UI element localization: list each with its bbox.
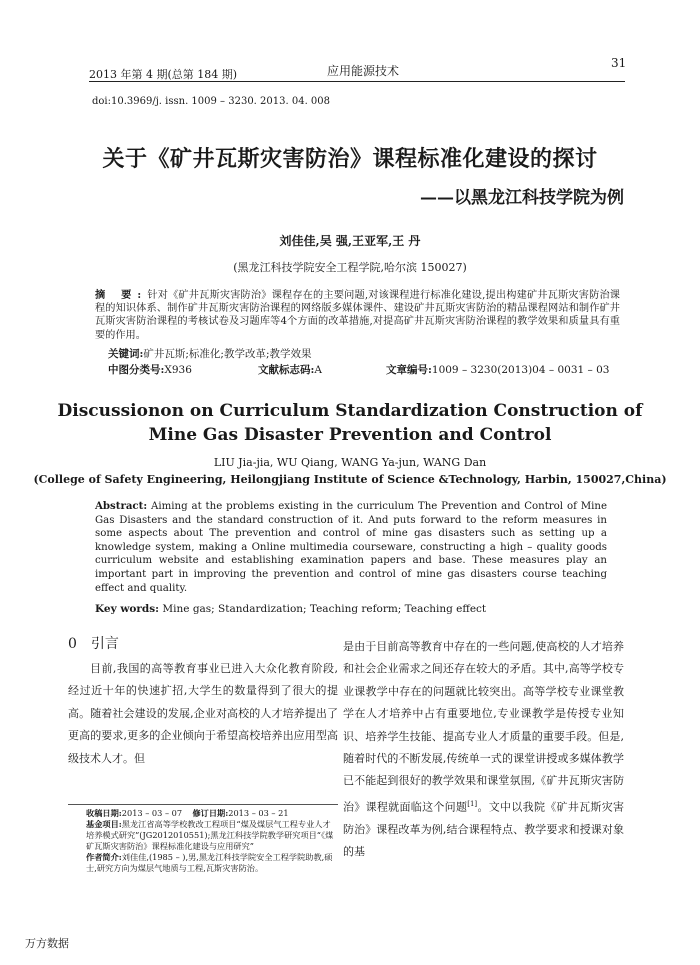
authors-cn: 刘佳佳,吴 强,王亚军,王 丹: [279, 234, 421, 248]
keywords-en: [95, 603, 486, 615]
keywords-cn-text: 矿井瓦斯;标准化;教学改革;教学效果: [143, 348, 312, 360]
doc-code-value: A: [314, 364, 322, 376]
revised-date: 2013 – 03 – 21: [228, 808, 289, 818]
article-no-label: 文章编号:: [386, 364, 432, 376]
journal-issue: 2013 年第 4 期(总第 184 期): [89, 68, 238, 81]
title-en-line2: Mine Gas Disaster Prevention and Control: [148, 425, 552, 445]
footnote: [86, 808, 336, 874]
fund-label: 基金项目:: [86, 819, 122, 829]
abstract-cn: [95, 289, 620, 342]
left-paragraph: 目前,我国的高等教育事业已进入大众化教育阶段,经过近十年的快速扩招,大学生的数量得到了很大的提高。随着社会建设的发展,企业对高校的人才培养提出了更高的要求,更多的企业倾向于希望高校培养出应用型高级技术人才。但: [68, 662, 338, 765]
article-no-value: 1009 – 3230(2013)04 – 0031 – 03: [431, 364, 610, 376]
abstract-cn-text: 针对《矿井瓦斯灾害防治》课程存在的主要问题,对该课程进行标准化建设,提出构建矿井瓦斯灾害防治课程的知识体系、制作矿井瓦斯灾害防治课程的网络版多媒体课件、建设矿井瓦斯灾害防治的精品课程网站和制作矿井瓦斯灾害防治课程的考核试卷及习题库等4个方面的改革措施,对提高矿井瓦斯灾害防治课程的教学效果和质量具有重要的作用。: [95, 290, 620, 341]
right-column: [343, 636, 624, 864]
section-title: 引言: [90, 636, 119, 652]
authors-en: LIU Jia-jia, WU Qiang, WANG Ya-jun, WANG Dan: [213, 456, 487, 469]
footnote-fund: [86, 819, 336, 852]
clc-label: 中图分类号:: [108, 364, 165, 376]
keywords-cn: [108, 346, 312, 361]
doc-code-label: 文献标志码:: [258, 364, 315, 376]
journal-name: 应用能源技术: [327, 64, 400, 78]
abstract-en: [95, 500, 607, 595]
keywords-en-text: Mine gas; Standardization; Teaching reform; Teaching effect: [162, 603, 487, 615]
title-cn: 关于《矿井瓦斯灾害防治》课程标准化建设的探讨: [102, 146, 598, 172]
left-column: [68, 658, 338, 770]
received-label: 收稿日期:: [86, 808, 122, 818]
section-number: 0: [68, 636, 77, 652]
footnote-dates: [86, 808, 336, 819]
doi: doi:10.3969/j. issn. 1009 – 3230. 2013. 04. 008: [92, 96, 331, 107]
section-heading: [68, 633, 119, 653]
right-paragraph-end: 。文中以我院《矿井瓦斯灾害防治》课程改革为例,结合课程特点、教学要求和授课对象的基: [343, 800, 625, 859]
keywords-cn-label: 关键词:: [108, 348, 144, 360]
author-bio-label: 作者简介:: [86, 852, 122, 862]
classification-row: [108, 362, 628, 377]
abstract-cn-label: 摘 要:: [95, 289, 148, 301]
watermark: 万方数据: [25, 937, 69, 950]
subtitle-cn: ——以黑龙江科技学院为例: [420, 188, 624, 208]
fund-text: 黑龙江省高等学校教改工程项目“煤及煤层气工程专业人才培养模式研究”(JG2012010551);黑龙江科技学院教学研究项目“《煤矿瓦斯灾害防治》课程标准化建设与应用研究”: [86, 819, 334, 851]
header-rule: [89, 81, 625, 82]
clc-value: X936: [164, 364, 192, 376]
title-en: [0, 399, 700, 447]
received-date: 2013 – 03 – 07: [121, 808, 183, 818]
citation-ref[interactable]: [1]: [467, 799, 478, 808]
author-bio-text: 刘佳佳,(1985 – ),男,黑龙江科技学院安全工程学院助教,硕士,研究方向为煤层气地质与工程,瓦斯灾害防治。: [86, 852, 333, 873]
affiliation-en: (College of Safety Engineering, Heilongjiang Institute of Science &Technology, Harbin, 150027,China): [33, 473, 667, 486]
abstract-en-label: Abstract:: [95, 500, 148, 512]
footnote-rule: [68, 804, 338, 805]
revised-label: 修订日期:: [192, 808, 229, 818]
keywords-en-label: Key words:: [95, 603, 160, 615]
page-number: 31: [611, 56, 627, 70]
title-en-line1: Discussionon on Curriculum Standardization Construction of: [57, 401, 643, 421]
right-paragraph: 是由于目前高等教育中存在的一些问题,使高校的人才培养和社会企业需求之间还存在较大的矛盾。其中,高等学校专业课教学中存在的问题就比较突出。高等学校专业课堂教学在人才培养中占有重要地位,专业课教学是传授专业知识、培养学生技能、提高专业人才质量的重要手段。但是,随着时代的不断发展,传统单一式的课堂讲授或多媒体教学已不能起到很好的教学效果和课堂氛围,《矿井瓦斯灾害防治》课程就面临这个问题: [343, 640, 624, 814]
footnote-author: [86, 852, 336, 874]
affiliation-cn: (黑龙江科技学院安全工程学院,哈尔滨 150027): [233, 261, 467, 274]
abstract-en-text: Aiming at the problems existing in the curriculum The Prevention and Control of Mine Gas Disasters and the standard construction of it. And puts forward to the reform measures in some aspects about The prevention and control of mine gas disasters such as setting up a knowledge system, making a Online multimedia courseware, constructing a high – quality goods curriculum website and establishing examination papers and base. These measures play an important part in improving the prevention and control of mine gas disasters course teaching effect and quality.: [95, 501, 607, 594]
